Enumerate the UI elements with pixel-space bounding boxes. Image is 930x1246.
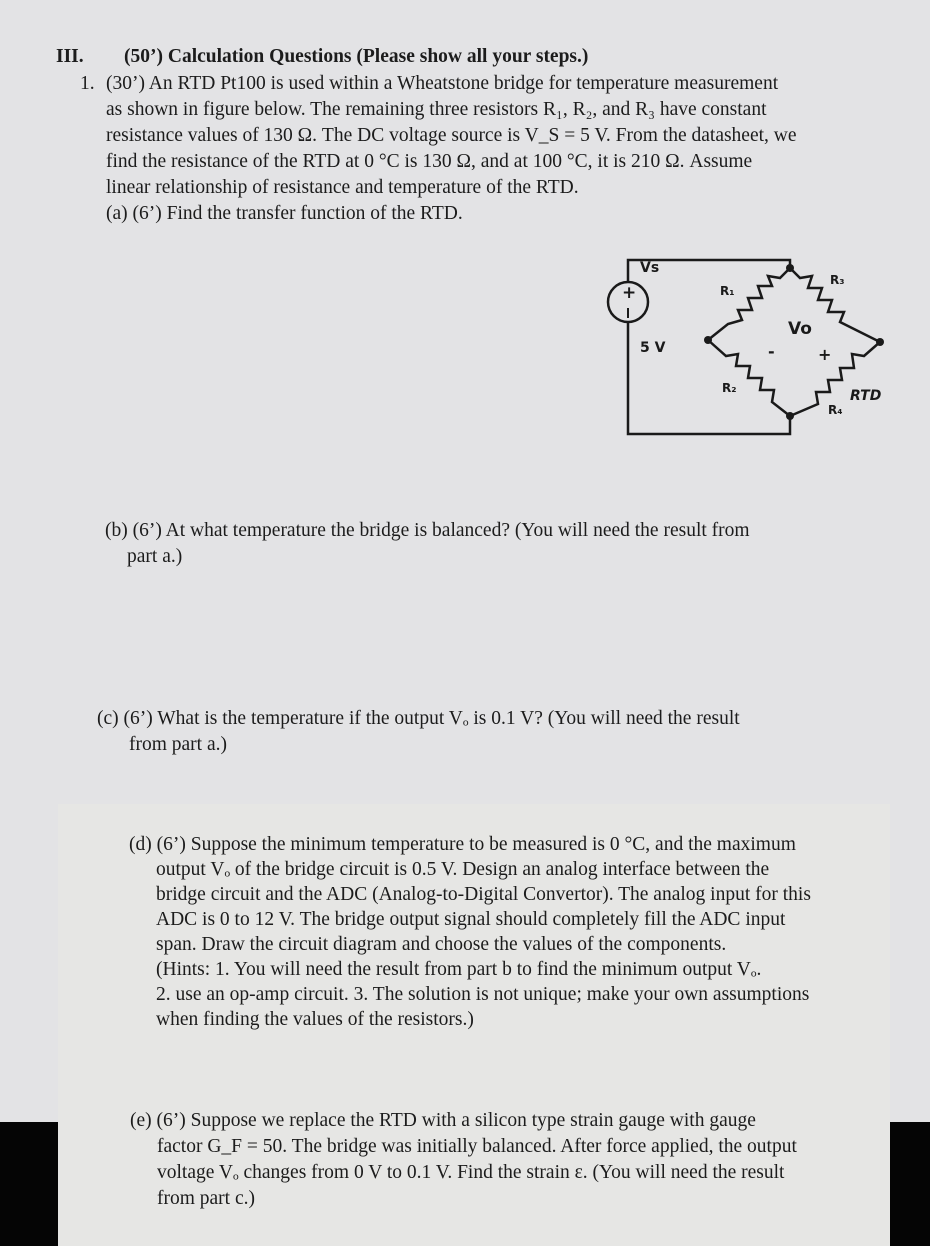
source-plus-label: + [622,283,637,303]
r3-label: R₃ [830,273,845,287]
part-e-text: from part c.) [157,1188,255,1209]
right-node [876,338,884,346]
vo-plus-label: + [818,345,832,364]
vo-label: Vo [788,319,812,339]
part-e-text: voltage Vₒ changes from 0 V to 0.1 V. Find the strain ε. (You will need the result [157,1162,785,1183]
source-label: Vs [640,260,660,276]
part-a-text: (a) (6’) Find the transfer function of the RTD. [106,203,463,224]
right-dark-border [890,1122,930,1246]
r2-label: R₂ [722,381,737,395]
bottom-node [786,412,794,420]
part-e-text: (e) (6’) Suppose we replace the RTD with a silicon type strain gauge with gauge [130,1110,756,1131]
part-c-text: (c) (6’) What is the temperature if the output Vₒ is 0.1 V? (You will need the result [97,708,740,729]
part-d-text: (d) (6’) Suppose the minimum temperature to be measured is 0 °C, and the maximum [129,834,796,855]
rtd-label: RTD [850,388,882,404]
part-d-text: (Hints: 1. You will need the result from part b to find the minimum output Vₒ. [156,959,762,980]
top-node [786,264,794,272]
part-e-text: factor G_F = 50. The bridge was initially balanced. After force applied, the output [157,1136,797,1157]
part-b-text: (b) (6’) At what temperature the bridge is balanced? (You will need the result from [105,520,750,541]
part-c-text: from part a.) [129,734,227,755]
part-d-text: bridge circuit and the ADC (Analog-to-Digital Convertor). The analog input for this [156,884,811,905]
section-number: III. [56,46,84,67]
part-d-text: when finding the values of the resistors.) [156,1009,474,1030]
source-value: 5 V [640,340,666,356]
part-b-text: part a.) [127,546,183,567]
left-dark-border [0,1122,58,1246]
vo-minus-label: - [768,342,775,361]
question-number: 1. [80,73,95,94]
part-d-text: ADC is 0 to 12 V. The bridge output signal should completely fill the ADC input [156,909,786,930]
section-title: (50’) Calculation Questions (Please show all your steps.) [124,46,589,67]
question-line: (30’) An RTD Pt100 is used within a Wheatstone bridge for temperature measurement [106,73,779,94]
part-d-text: output Vₒ of the bridge circuit is 0.5 V. Design an analog interface between the [156,859,770,880]
wheatstone-bridge-diagram [590,240,900,440]
question-line: resistance values of 130 Ω. The DC voltage source is V_S = 5 V. From the datasheet, we [106,125,797,146]
part-d-text: span. Draw the circuit diagram and choose the values of the components. [156,934,727,955]
question-line: linear relationship of resistance and temperature of the RTD. [106,177,579,198]
r4-label: R₄ [828,403,843,417]
left-node [704,336,712,344]
resistor-r2-icon [708,340,790,416]
resistor-r1-icon [708,268,790,340]
question-line: as shown in figure below. The remaining three resistors R₁, R₂, and R₃ have constant [106,99,767,120]
part-d-text: 2. use an op-amp circuit. 3. The solution is not unique; make your own assumptions [156,984,810,1005]
question-line: find the resistance of the RTD at 0 °C is 130 Ω, and at 100 °C, it is 210 Ω. Assume [106,151,753,172]
r1-label: R₁ [720,284,735,298]
